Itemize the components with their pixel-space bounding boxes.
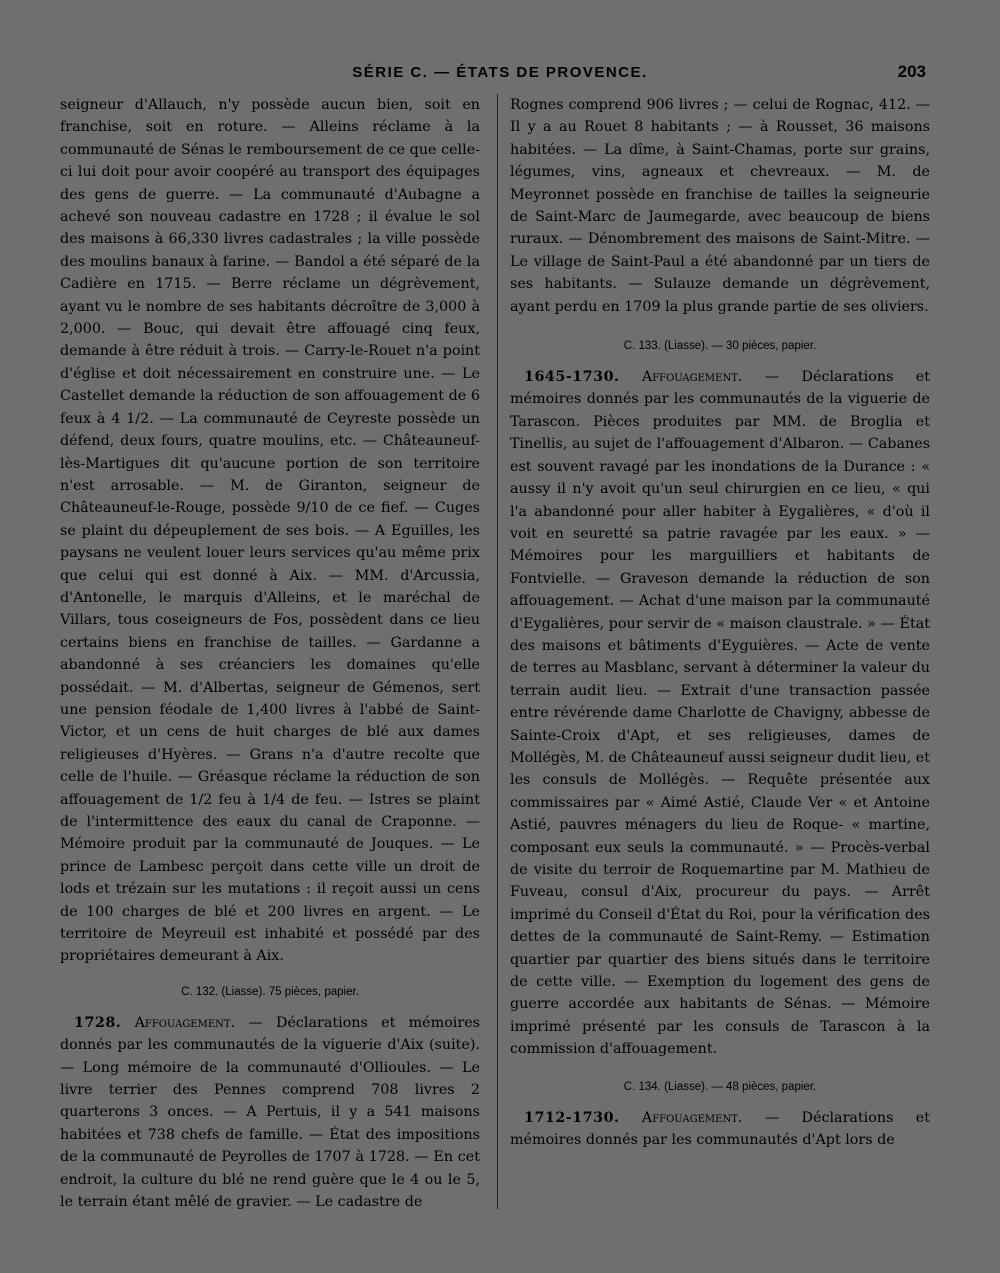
continued-paragraph: seigneur d'Allauch, n'y possède aucun bien, soit en franchise, soit en roture. — Alleins réclame à la communauté de Sénas le remboursement de ce que celle-ci lui doit pour avoir coopéré au transport des équipages des gens de guerre. — La communauté d'Aubagne a achevé son nouveau cadastre en 1728 ; il évalue le sol des maisons à 66,330 livres cadastrales ; la ville possède des moulins banaux à farine. — Bandol a été séparé de la Cadière en 1715. — Berre réclame un dégrèvement, ayant vu le nombre de ses habitants décroître de 3,000 à 2,000. — Bouc, qui devait être affouagé cinq feux, demande à être réduit à trois. — Carry-le-Rouet n'a point d'église et doit nécessairement en construire une. — Le Castellet demande la réduction de son affouagement de 6 feux à 4 1/2. — La communauté de Ceyreste possède un défend, deux fours, quatre moulins, etc. — Châteauneuf-lès-Martigues dit qu'aucune portion de son territoire n'est arrosable. — M. de Giranton, seigneur de Châteauneuf-le-Rouge, possède 9/10 de ce fief. — Cuges se plaint du dépeuplement de ses bois. — A Eguilles, les paysans ne veulent louer leurs services qu'au même prix que celui qui est donné à Aix. — MM. d'Arcussia, d'Antonelle, le marquis d'Alleins, et le maréchal de Villars, tous coseigneurs de Fos, possèdent dans ce lieu certains biens en franchise de tailles. — Gardanne a abandonné à ses créanciers les domaines qu'elle possédait. — M. d'Albertas, seigneur de Gémenos, sert une pension féodale de 1,400 livres à l'abbé de Saint-Victor, et un cens de huit charges de blé aux dames religieuses d'Hyères. — Grans n'a d'autre recolte que celle de l'huile. — Gréasque réclame la réduction de son affouagement de 1/2 feu à 1/4 de feu. — Istres se plaint de l'intermittence des eaux du canal de Craponne. — Mémoire produit par la communauté de Jouques. — Le prince de Lambesc perçoit dans cette ville un droit de lods et trézain sur les mutations : il reçoit aussi un cens de 100 charges de blé et 200 livres en argent. — Le territoire de Meyreuil est inhabité et possédé par des propriétaires demeurant à Aix. — [60, 97, 480, 965]
entry-keyword: Affouagement. — [641, 1109, 743, 1126]
entry-text: — Déclarations et mémoires donnés par les communautés de la viguerie de Tarascon. Pièces produites par MM. de Broglia et Tinellis, au sujet de l'affouagement d'Albaron. — Cabanes est souvent ravagé par les inondations de la Durance : « aussy il n'y avoit qu'un seul chirurgien en ce lieu, « qui l'a abandonné pour aller habiter à Eygalières, « d'où il voit en seuretté sa patrie ravagée par les eaux. » — Mémoires pour les marguilliers et habitants de Fontvielle. — Graveson demande la réduction de son affouagement. — Achat d'une maison par la communauté d'Eygalières, pour servir de « maison claustrale. » — État des maisons et bâtiments d'Eyguières. — Acte de vente de terres au Masblanc, servant à déterminer la valeur du terrain audit lieu. — Extrait d'une transaction passée entre révérende dame Charlotte de Chavigny, abbesse de Sainte-Croix d'Apt, et ses religieuses, dames de Mollégès, M. de Châteauneuf aussi seigneur dudit lieu, et les consuls de Mollégès. — Requête présentée aux commissaires par « Aimé Astié, Claude Ver « et Antoine Astié, pauvres ménagers du lieu de Roque- « martine, composant eux seuls la communauté. » — Procès-verbal de visite du terroir de Roquemartine par M. Mathieu de Fuveau, consul d'Aix, procureur du pays. — Arrêt imprimé du Conseil d'État du Roi, pour la vérification des dettes de la communauté de Saint-Remy. — Estimation quartier par quartier des biens situés dans le territoire de cette ville. — Exemption du logement des gens de guerre accordée aux habitants de Sénas. — Mémoire imprimé présenté par les consuls de Tarascon à la commission d'affouagement. — [510, 369, 931, 1058]
liasse-caption-c134: C. 134. (Liasse). — 48 pièces, papier. — [623, 1080, 817, 1093]
page-header — [0, 60, 1000, 90]
left-column — [60, 94, 480, 1214]
column-divider — [497, 94, 498, 1209]
continued-paragraph: Rognes comprend 906 livres ; — celui de Rognac, 412. — Il y a au Rouet 8 habitants ; — à Rousset, 36 maisons habitées. — La dîme, à Saint-Chamas, porte sur grains, légumes, vins, agneaux et chevreaux. — M. de Meyronnet possède en franchise de tailles la seigneurie de Saint-Marc de Jaumegarde, avec beaucoup de biens ruraux. — Dénombrement des maisons de Saint-Mitre. — Le village de Saint-Paul a été abandonné par un tiers de ses habitants. — Sulauze demande un dégrèvement, ayant perdu en 1709 la plus grande partie de ses oliviers. — [510, 97, 930, 315]
entry-c132 — [60, 1012, 480, 1214]
entry-date: 1712-1730. — [524, 1109, 620, 1126]
entry-date: 1645-1730. — [524, 369, 620, 386]
entry-keyword: Affouagement. — [134, 1014, 236, 1031]
page-number: 203 — [897, 62, 926, 81]
right-column — [510, 94, 930, 1151]
liasse-caption-c132: C. 132. (Liasse). 75 pièces, papier. — [181, 985, 359, 998]
entry-date: 1728. — [74, 1014, 122, 1031]
entry-c133 — [510, 366, 930, 1061]
entry-text: — Déclarations et mémoires donnés par les communautés de la viguerie d'Aix (suite). — Long mémoire de la communauté d'Ollioules. — Le livre terrier des Pennes comprend 708 livres 2 quarterons 3 onces. — A Pertuis, il y a 541 maisons habitées et 738 chefs de famille. — État des impositions de la communauté de Peyrolles de 1707 à 1728. — En cet endroit, la culture du blé ne rend guère que le 4 ou le 5, le terrain étant mêlé de gravier. — Le cadastre de — [60, 1014, 481, 1211]
entry-text: — Déclarations et mémoires donnés par les communautés d'Apt lors de — [510, 1109, 931, 1149]
entry-keyword: Affouagement. — [641, 369, 743, 386]
running-title: SÉRIE C. — ÉTATS DE PROVENCE. — [352, 64, 648, 81]
entry-c134 — [510, 1107, 930, 1152]
liasse-caption-c133: C. 133. (Liasse). — 30 pièces, papier. — [623, 340, 817, 353]
